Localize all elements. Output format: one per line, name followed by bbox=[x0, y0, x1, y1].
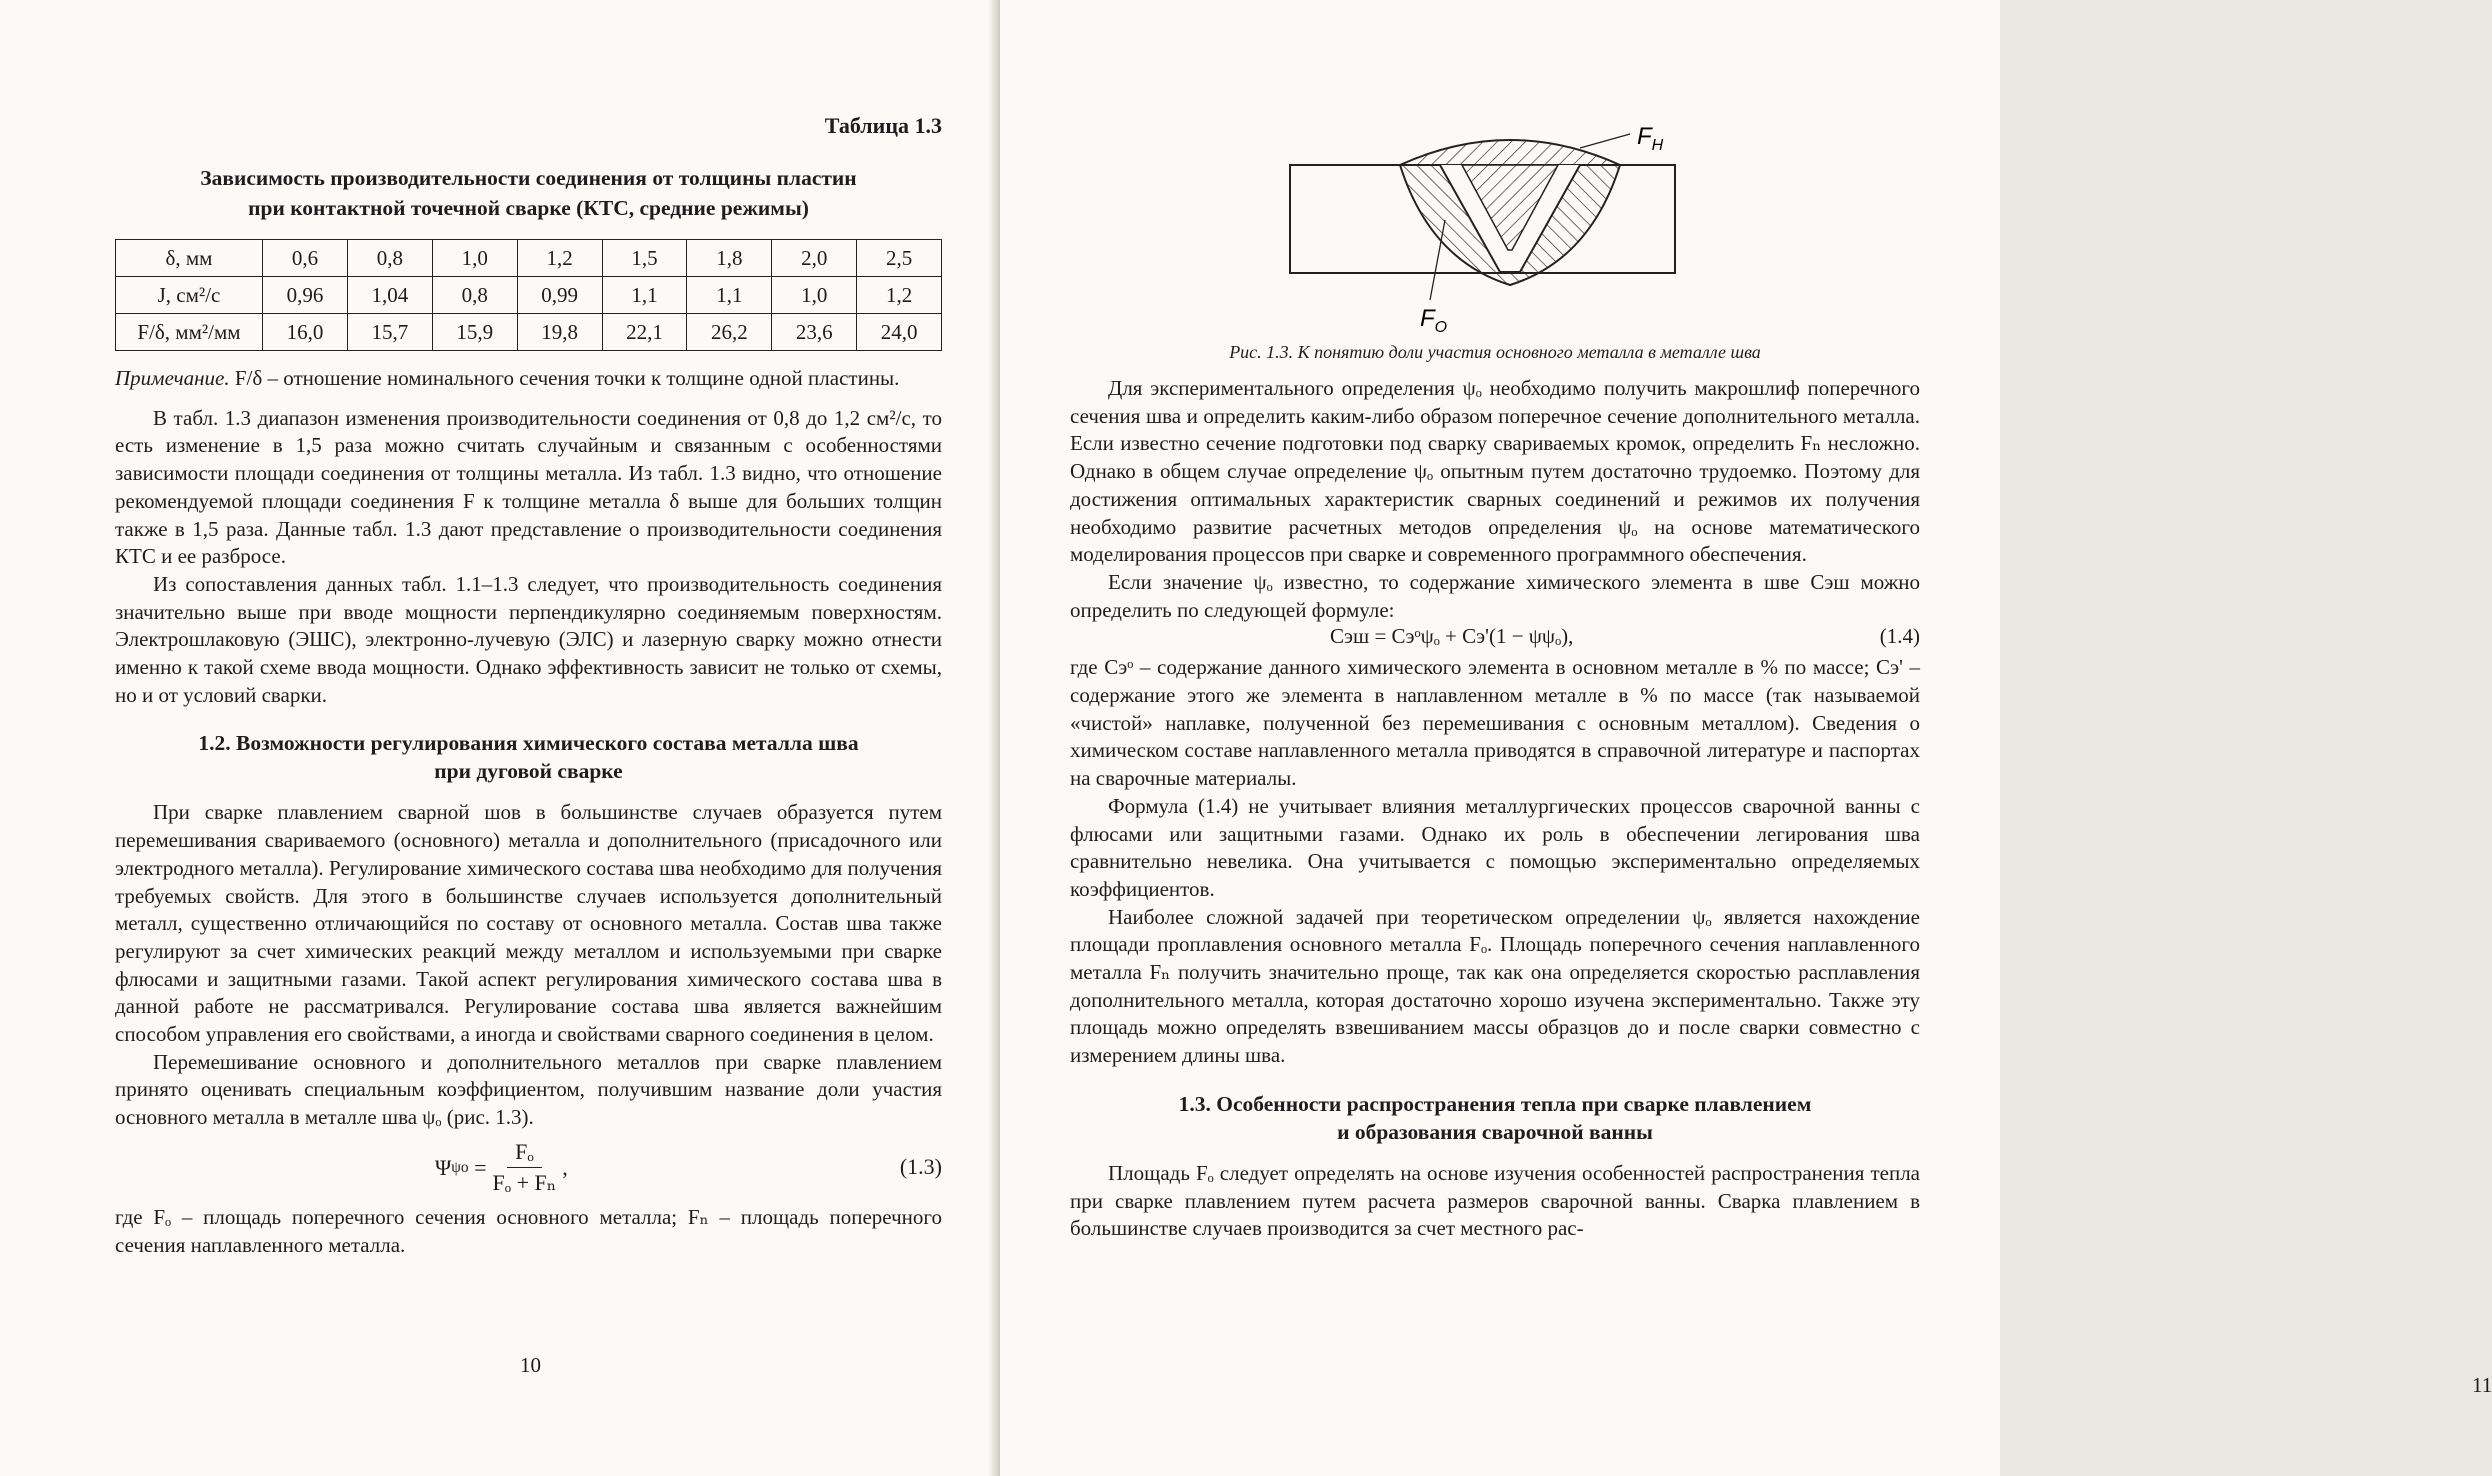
leader-line-top bbox=[1580, 134, 1630, 148]
paragraph: Формула (1.4) не учитывает влияния металлургических процессов сварочной ванны с флюсами или защитными газами. Однако их роль в обеспечении легирования шва сравнительно невелика. Она учитывается с помощью экспериментально определяемых коэффициентов. bbox=[1070, 793, 1920, 901]
table-cell: 1,8 bbox=[687, 240, 772, 277]
table-title bbox=[115, 163, 942, 223]
table-cell: 0,6 bbox=[263, 240, 348, 277]
section-heading-line1: 1.3. Особенности распространения тепла при сварке плавлением bbox=[1178, 1091, 1812, 1116]
formula-1-4 bbox=[1070, 624, 1920, 654]
table-note bbox=[115, 365, 942, 393]
table-title-line1: Зависимость производительности соединения от толщины пластин bbox=[200, 166, 857, 190]
paragraph: где Cэᵒ – содержание данного химического элемента в основном металле в % по массе; Cэ' – содержание этого же элемента в наплавленном металле в % по массе (так называемой «чистой» наплавке, полученной без перемешивания с основным металлом). Сведения о химическом составе наплавленного металла приводятся в справочной литературе и паспортах на сварочные материалы. bbox=[1070, 655, 1920, 791]
note-label: Примечание. bbox=[115, 366, 230, 390]
section-heading-line2: при дуговой сварке bbox=[434, 759, 623, 784]
note-text: F/δ – отношение номинального сечения точки к толщине одной пластины. bbox=[229, 366, 900, 390]
figure-caption: Рис. 1.3. К понятию доли участия основного металла в металле шва bbox=[1229, 342, 1761, 362]
table-cell: 1,04 bbox=[347, 277, 432, 314]
page-number: 11 bbox=[2472, 1373, 2492, 1397]
right-page bbox=[1000, 0, 2492, 1476]
table-cell: 1,1 bbox=[687, 277, 772, 314]
table-row bbox=[116, 277, 942, 314]
label-fo: $F_O$ bbox=[1420, 305, 1448, 336]
paragraph: Площадь Fₒ следует определять на основе изучения особенностей распространения тепла при сварке плавлением путем расчета размеров сварочной ванны. Сварка плавлением в большинстве случаев производится за счет местного рас- bbox=[1070, 1160, 1920, 1241]
paragraph: Наиболее сложной задачей при теоретическом определении ψₒ является нахождение площади проплавления основного металла Fₒ. Площадь поперечного сечения наплавленного металла Fₙ получить значительно проще, так как она определяется скоростью расплавления дополнительного металла, которая достаточно хорошо изучена экспериментально. Также эту площадь можно определять взвешиванием массы образцов до и после сварки совместно с измерением длины шва. bbox=[1070, 904, 1920, 1068]
table-cell: 22,1 bbox=[602, 314, 687, 351]
label-fh: $F_H$ bbox=[1637, 123, 1664, 154]
fraction-numerator: Fₒ bbox=[507, 1139, 542, 1168]
table-cell: 2,5 bbox=[857, 240, 942, 277]
table-row bbox=[116, 314, 942, 351]
table-cell: 1,0 bbox=[772, 277, 857, 314]
paragraph: Для экспериментального определения ψₒ необходимо получить макрошлиф поперечного сечения шва и определить каким-либо образом поперечное сечение дополнительного металла. Если известно сечение подготовки под сварку свариваемых кромок, определить Fₙ несложно. Однако в общем случае определение ψₒ опытным путем достаточно трудоемко. Поэтому для достижения оптимальных характеристик сварных соединений и режимов их получения необходимо развитие расчетных методов определения ψₒ на основе математического моделирования процессов при сварке и современного программного обеспечения. bbox=[1070, 376, 1920, 567]
paragraph: Перемешивание основного и дополнительного металлов при сварке плавлением принято оценивать специальным коэффициентом, получившим название доли участия основного металла в металле шва ψₒ (рис. 1.3). bbox=[115, 1049, 942, 1130]
table-cell: 1,1 bbox=[602, 277, 687, 314]
table-cell: 1,2 bbox=[857, 277, 942, 314]
table-cell: 0,8 bbox=[432, 277, 517, 314]
paragraph: В табл. 1.3 диапазон изменения производительности соединения от 0,8 до 1,2 см²/с, то есть изменение в 1,5 раза можно считать случайным и связанным с особенностями зависимости площади соединения от толщины металла. Из табл. 1.3 видно, что отношение рекомендуемой площади соединения F к толщине металла δ выше для больших толщин также в 1,5 раза. Данные табл. 1.3 дают представление о производительности соединения КТС и ее разбросе. bbox=[115, 405, 942, 569]
data-table bbox=[115, 239, 942, 351]
formula-1-3 bbox=[115, 1136, 942, 1200]
table-cell: 16,0 bbox=[263, 314, 348, 351]
row-header: F/δ, мм²/мм bbox=[116, 314, 263, 351]
section-heading bbox=[115, 729, 942, 785]
left-page bbox=[0, 0, 1000, 1476]
table-cell: 2,0 bbox=[772, 240, 857, 277]
formula-lhs: Ψ bbox=[435, 1154, 452, 1180]
table-cell: 1,2 bbox=[517, 240, 602, 277]
table-cell: 1,5 bbox=[602, 240, 687, 277]
paragraph: Если значение ψₒ известно, то содержание химического элемента в шве Cэш можно определить по следующей формуле: bbox=[1070, 569, 1920, 622]
formula-fraction bbox=[493, 1139, 557, 1196]
formula-lhs-sub: ψо bbox=[451, 1158, 469, 1176]
formula-body: Cэш = Cэᵒψₒ + Cэ'(1 − ψψₒ), bbox=[1330, 624, 1574, 649]
table-cell: 23,6 bbox=[772, 314, 857, 351]
reinforcement-cap bbox=[1400, 140, 1620, 165]
fraction-denominator: Fₒ + Fₙ bbox=[492, 1170, 557, 1196]
section-heading bbox=[1070, 1090, 1920, 1146]
table-cell: 0,99 bbox=[517, 277, 602, 314]
table-row bbox=[116, 240, 942, 277]
section-heading-line2: и образования сварочной ванны bbox=[1337, 1119, 1653, 1144]
table-cell: 15,9 bbox=[432, 314, 517, 351]
equation-number: (1.3) bbox=[899, 1153, 942, 1179]
table-cell: 0,96 bbox=[263, 277, 348, 314]
table-cell: 26,2 bbox=[687, 314, 772, 351]
weld-cross-section-diagram bbox=[1070, 123, 1920, 340]
table-cell: 15,7 bbox=[347, 314, 432, 351]
formula-comma: , bbox=[562, 1154, 568, 1180]
table-number: Таблица 1.3 bbox=[824, 113, 942, 138]
weld-figure bbox=[1070, 123, 1920, 340]
table-cell: 1,0 bbox=[432, 240, 517, 277]
row-header: δ, мм bbox=[116, 240, 263, 277]
table-cell: 0,8 bbox=[347, 240, 432, 277]
table-cell: 24,0 bbox=[857, 314, 942, 351]
table-title-line2: при контактной точечной сварке (КТС, средние режимы) bbox=[248, 196, 809, 220]
row-header: J, см²/с bbox=[116, 277, 263, 314]
equals-sign: = bbox=[468, 1154, 487, 1180]
equation-number: (1.4) bbox=[1879, 624, 1920, 649]
page-number: 10 bbox=[520, 1353, 541, 1377]
paragraph: При сварке плавлением сварной шов в большинстве случаев образуется путем перемешивания свариваемого (основного) металла и дополнительного (присадочного или электродного металла). Регулирование химического состава шва необходимо для получения требуемых свойств. Для этого в большинстве случаев используется дополнительный металл, существенно отличающийся по составу от основного металла. Состав шва также регулируют за счет химических реакций между металлом и используемыми при сварке флюсами и защитными газами. Такой аспект регулирования химического состава шва в данной работе не рассматривался. Регулирование состава шва является важнейшим способом управления его свойствами, а иногда и свойствами сварного соединения в целом. bbox=[115, 800, 942, 1047]
table-cell: 19,8 bbox=[517, 314, 602, 351]
paragraph: где Fₒ – площадь поперечного сечения основного металла; Fₙ – площадь поперечного сечения наплавленного металла. bbox=[115, 1204, 942, 1257]
paragraph: Из сопоставления данных табл. 1.1–1.3 следует, что производительность соединения значительно выше при вводе мощности перпендикулярно соединяемым поверхностям. Электрошлаковую (ЭШС), электронно-лучевую (ЭЛС) и лазерную сварку можно отнести именно к такой схеме ввода мощности. Однако эффективность зависит не только от схемы, но и от условий сварки. bbox=[115, 571, 942, 707]
section-heading-line1: 1.2. Возможности регулирования химического состава металла шва bbox=[198, 731, 859, 756]
